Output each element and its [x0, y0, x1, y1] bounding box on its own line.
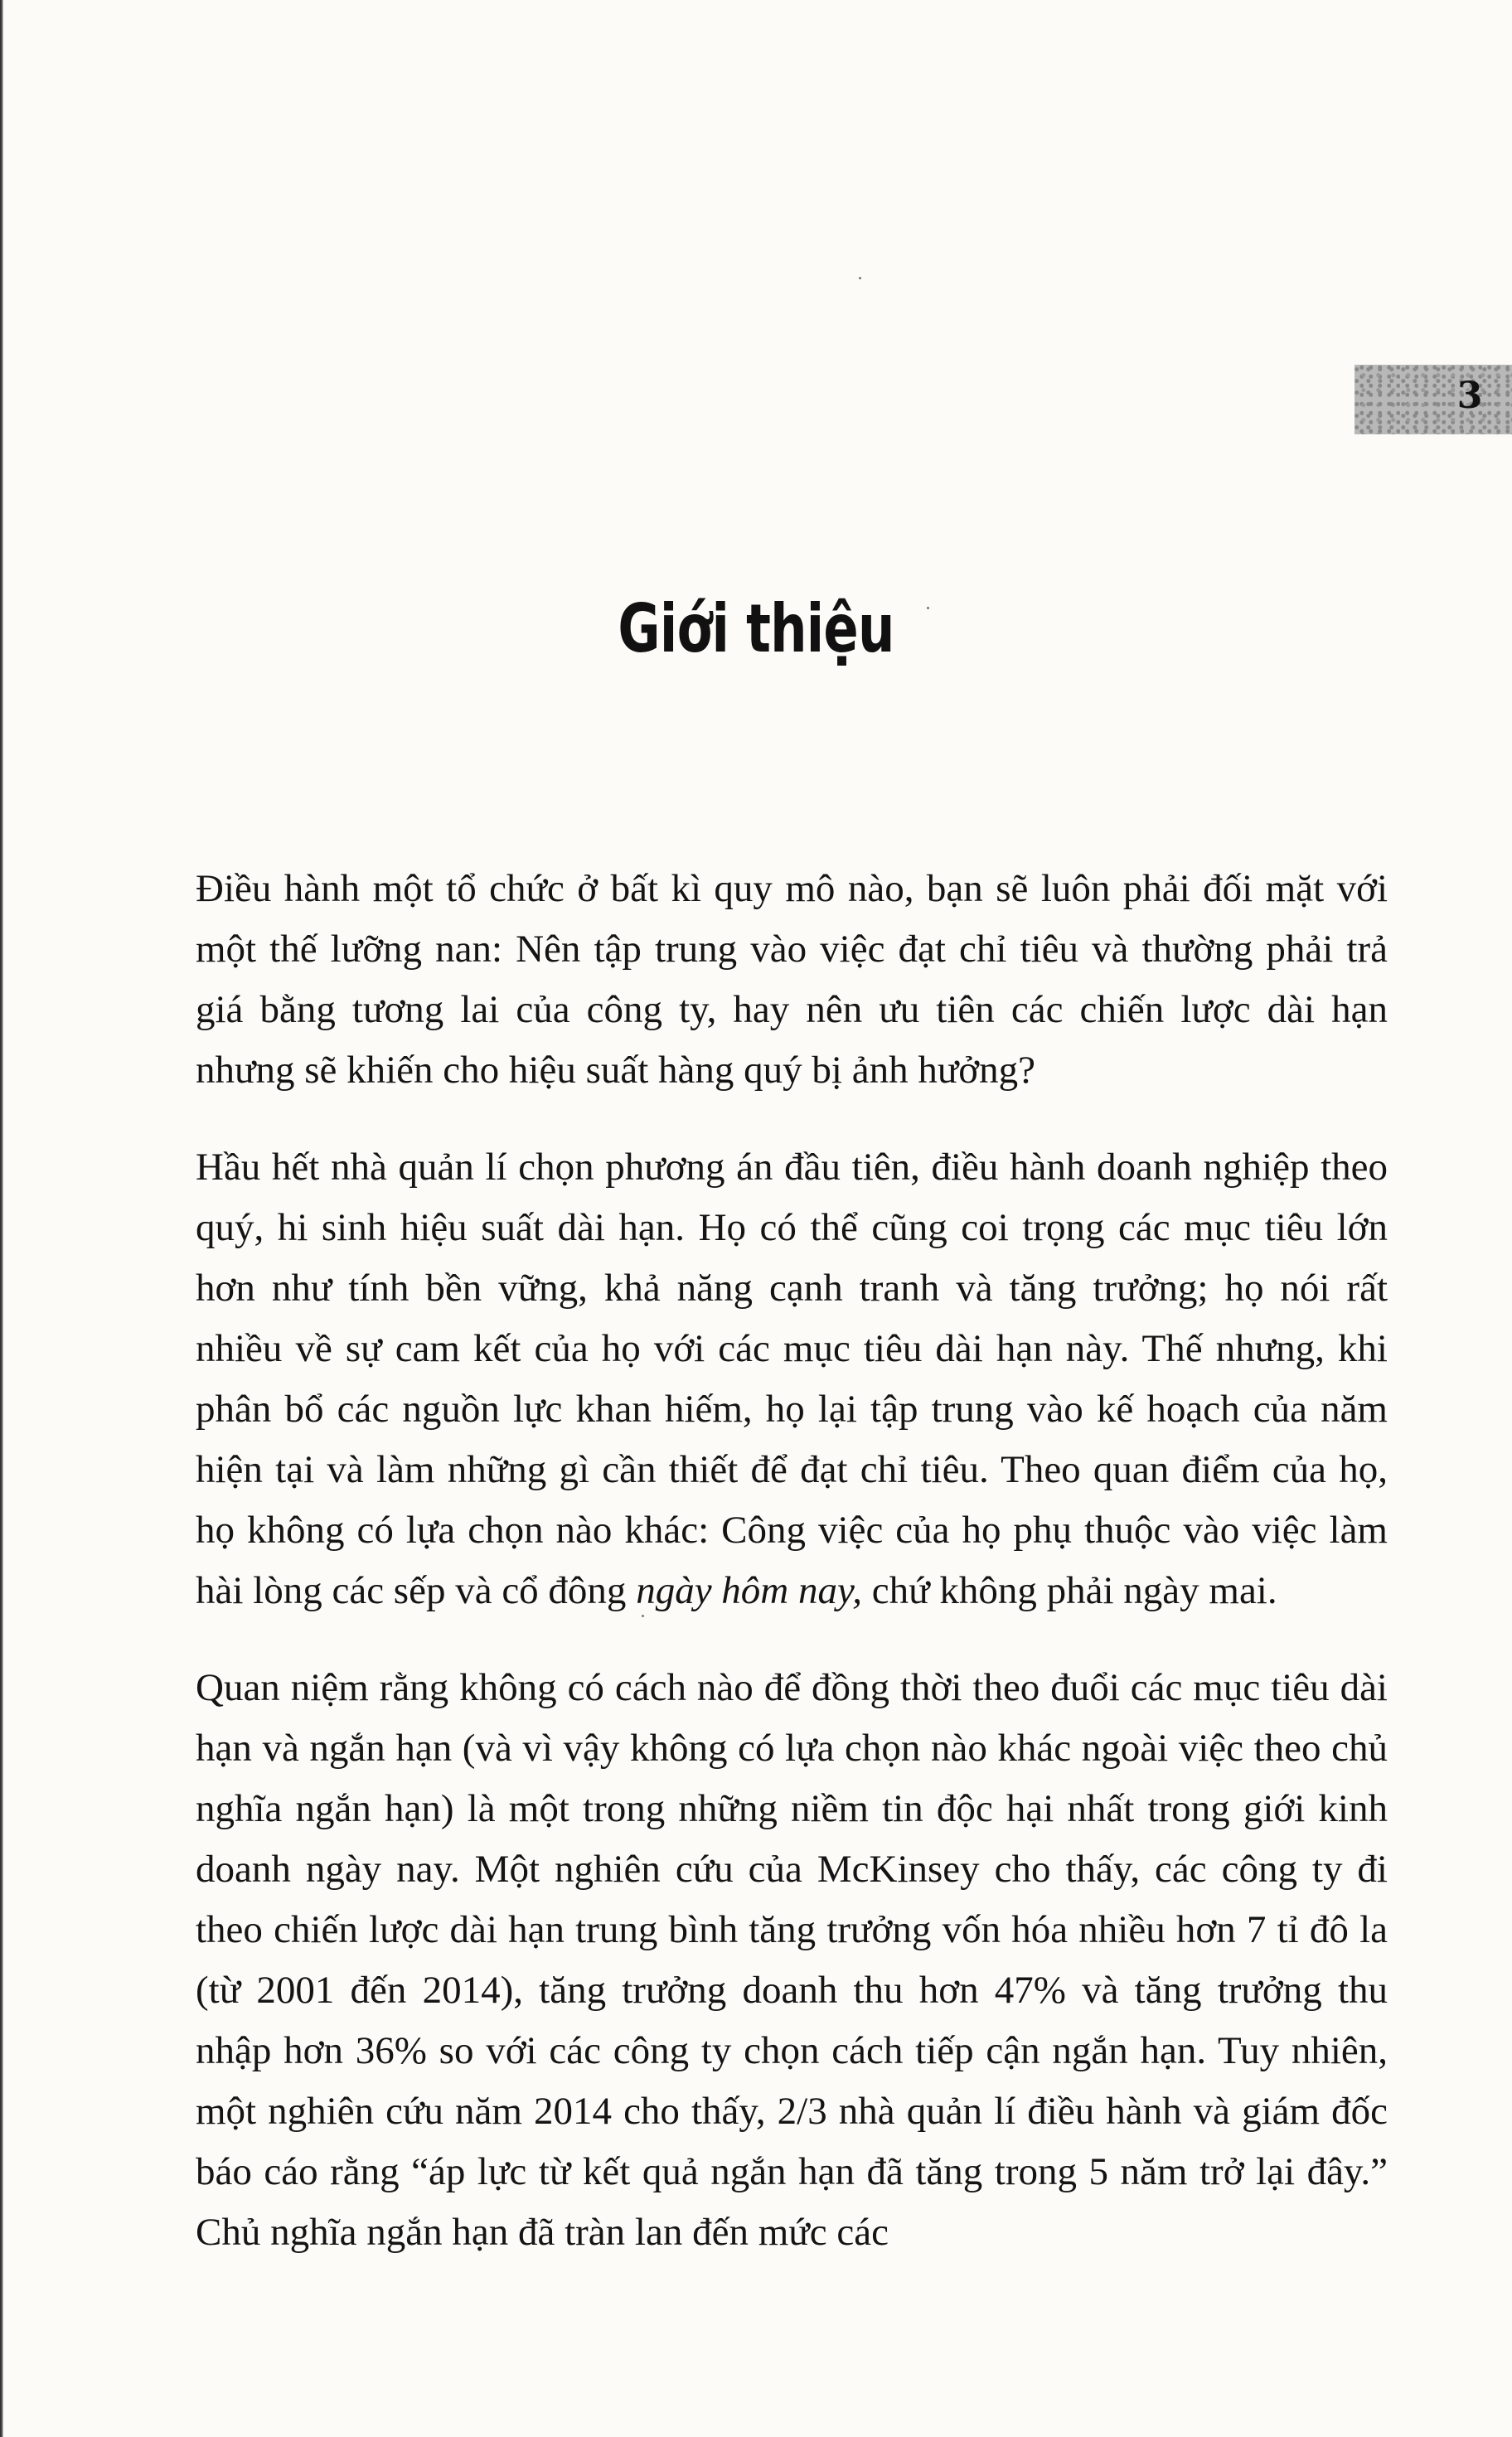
body-text [196, 859, 1388, 2299]
paragraph-2 [196, 1137, 1388, 1621]
page-number: 3 [1456, 375, 1483, 417]
scan-speck [927, 607, 929, 609]
paragraph-1: Điều hành một tổ chức ở bất kì quy mô nào, bạn sẽ luôn phải đối mặt với một thế lưỡng nan: Nên tập trung vào việc đạt chỉ tiêu và thường phải trả giá bằng tương lai của công ty, hay nên ưu tiên các chiến lược dài hạn nhưng sẽ khiến cho hiệu suất hàng quý bị ảnh hưởng? [196, 867, 1388, 1092]
paragraph-2-text: Hầu hết nhà quản lí chọn phương án đầu tiên, điều hành doanh nghiệp theo quý, hi sinh hiệu suất dài hạn. Họ có thể cũng coi trọng các mục tiêu lớn hơn như tính bền vững, khả năng cạnh tranh và tăng trưởng; họ nói rất nhiều về sự cam kết của họ với các mục tiêu dài hạn này. Thế nhưng, khi phân bổ các nguồn lực khan hiếm, họ lại tập trung vào kế hoạch của năm hiện tại và làm những gì cần thiết để đạt chỉ tiêu. Theo quan điểm của họ, họ không có lựa chọn nào khác: Công việc của họ phụ thuộc vào việc làm hài lòng các sếp và cổ đông [196, 1146, 1388, 1612]
scan-speck [859, 277, 861, 279]
paragraph-2-text-end: chứ không phải ngày mai. [862, 1569, 1277, 1612]
paragraph-3: Quan niệm rằng không có cách nào để đồng thời theo đuổi các mục tiêu dài hạn và ngắn hạn (và vì vậy không có lựa chọn nào khác ngoài việc theo chủ nghĩa ngắn hạn) là một trong những niềm tin độc hại nhất trong giới kinh doanh ngày nay. Một nghiên cứu của McKinsey cho thấy, các công ty đi theo chiến lược dài hạn trung bình tăng trưởng vốn hóa nhiều hơn 7 tỉ đô la (từ 2001 đến 2014), tăng trưởng doanh thu hơn 47% và tăng trưởng thu nhập hơn 36% so với các công ty chọn cách tiếp cận ngắn hạn. Tuy nhiên, một nghiên cứu năm 2014 cho thấy, 2/3 nhà quản lí điều hành và giám đốc báo cáo rằng “áp lực từ kết quả ngắn hạn đã tăng trong 5 năm trở lại đây.” Chủ nghĩa ngắn hạn đã tràn lan đến mức các [196, 1666, 1388, 2254]
page-binding-edge [0, 0, 3, 2437]
paragraph-2-emphasis: ngày hôm nay, [636, 1569, 863, 1612]
scan-speck [642, 1615, 644, 1617]
chapter-title: Giới thiệu [618, 590, 894, 667]
